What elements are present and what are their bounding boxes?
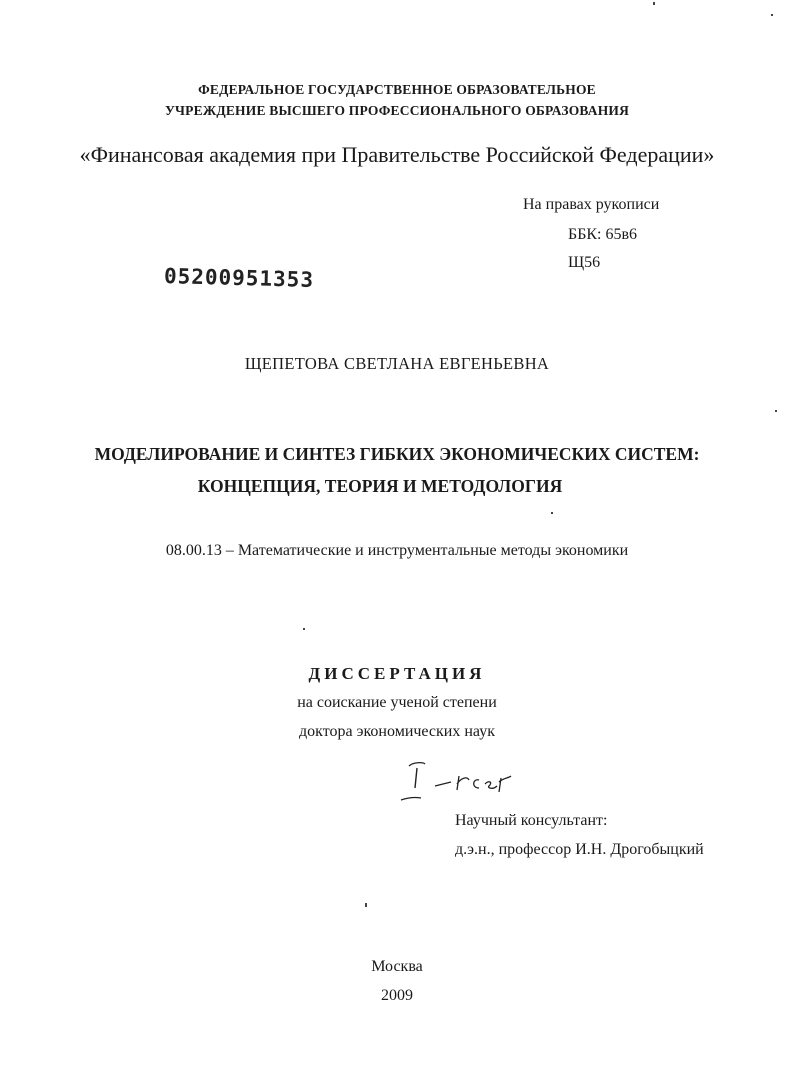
dissertation-title-line-1: МОДЕЛИРОВАНИЕ И СИНТЕЗ ГИБКИХ ЭКОНОМИЧЕСКИХ СИСТЕМ: <box>94 444 700 464</box>
consultant-name: д.э.н., профессор И.Н. Дрогобыцкий <box>455 841 704 858</box>
author-name: ЩЕПЕТОВА СВЕТЛАНА ЕВГЕНЬЕВНА <box>244 354 550 373</box>
dissertation-heading: ДИССЕРТАЦИЯ <box>308 664 486 683</box>
scan-speck <box>775 410 777 412</box>
handwritten-signature <box>395 760 525 810</box>
scan-speck <box>303 628 305 630</box>
organization-line-2: УЧРЕЖДЕНИЕ ВЫСШЕГО ПРОФЕССИОНАЛЬНОГО ОБРАЗОВАНИЯ <box>164 103 630 118</box>
manuscript-rights-label: На правах рукописи <box>523 196 660 213</box>
scan-speck <box>771 14 773 16</box>
scan-speck <box>551 512 553 514</box>
city: Москва <box>371 958 423 975</box>
degree-line-1: на соискание ученой степени <box>297 694 497 711</box>
library-stamp-number: 05200951353 <box>163 264 315 292</box>
scan-speck <box>365 903 367 907</box>
bbk-code: ББК: 65в6 <box>568 226 638 243</box>
scan-speck <box>653 2 655 5</box>
year: 2009 <box>381 987 413 1004</box>
author-sign-code: Щ56 <box>568 254 601 271</box>
consultant-label: Научный консультант: <box>455 812 608 829</box>
specialty-code: 08.00.13 – Математические и инструментальные методы экономики <box>165 542 629 559</box>
academy-name: «Финансовая академия при Правительстве Российской Федерации» <box>79 142 715 167</box>
organization-line-1: ФЕДЕРАЛЬНОЕ ГОСУДАРСТВЕННОЕ ОБРАЗОВАТЕЛЬНОЕ <box>198 82 596 97</box>
degree-line-2: доктора экономических наук <box>299 723 495 740</box>
dissertation-title-line-2: КОНЦЕПЦИЯ, ТЕОРИЯ И МЕТОДОЛОГИЯ <box>197 476 563 496</box>
